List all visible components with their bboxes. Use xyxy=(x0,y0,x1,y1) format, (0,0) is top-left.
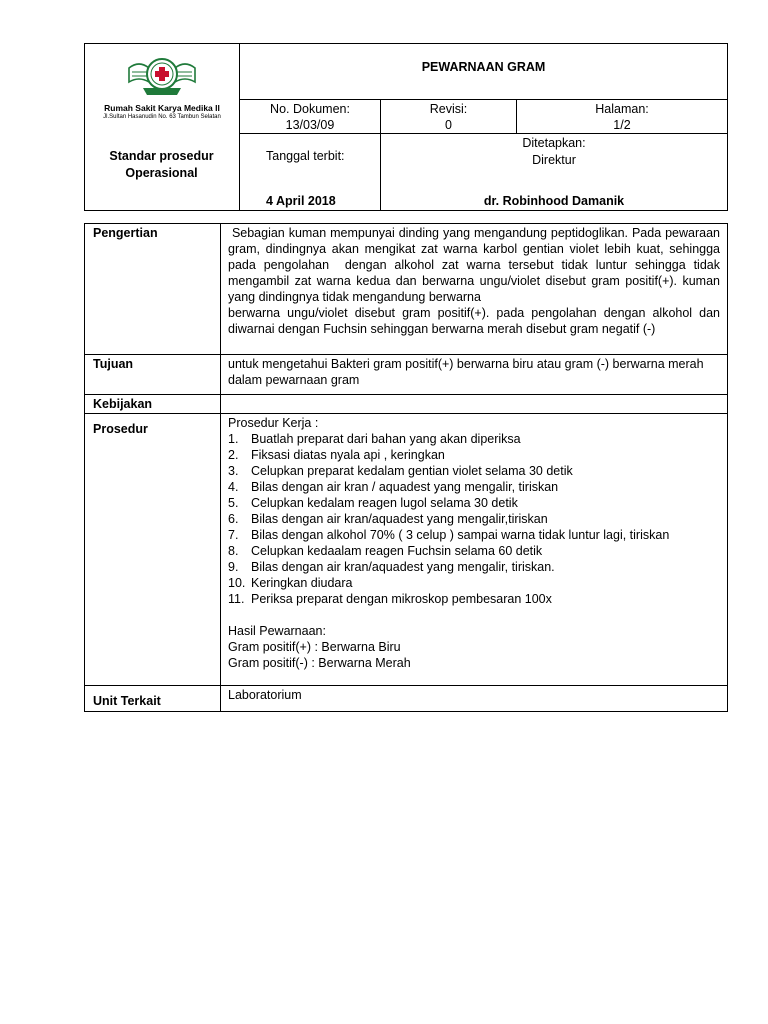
procedure-step-number: 11. xyxy=(228,592,245,606)
document-title-cell xyxy=(240,44,728,100)
procedure-step xyxy=(228,575,720,591)
doc-number-cell xyxy=(240,100,381,134)
section-unit-terkait xyxy=(85,686,728,712)
page-number-cell xyxy=(517,100,728,134)
sop-label: Standar prosedur Operasional xyxy=(85,148,238,182)
approver-title: Direktur xyxy=(532,153,576,167)
hasil-positive: Gram positif(+) : Berwarna Biru xyxy=(228,640,401,654)
procedure-step-number: 3. xyxy=(228,464,239,478)
tujuan-label: Tujuan xyxy=(85,355,221,395)
hasil-negative: Gram positif(-) : Berwarna Merah xyxy=(228,656,411,670)
hospital-logo-icon xyxy=(125,52,199,98)
unit-label: Unit Terkait xyxy=(85,686,221,712)
kebijakan-text xyxy=(221,395,728,414)
procedure-step xyxy=(228,431,720,447)
procedure-step xyxy=(228,527,720,543)
issue-date-value: 4 April 2018 xyxy=(266,194,336,208)
procedure-step-text: Bilas dengan air kran/aquadest yang mengalir, tiriskan. xyxy=(251,560,555,574)
procedure-step-number: 5. xyxy=(228,496,239,510)
procedure-steps xyxy=(228,431,720,607)
procedure-step-number: 10. xyxy=(228,576,246,590)
procedure-step-number: 1. xyxy=(228,432,239,446)
section-kebijakan xyxy=(85,395,728,414)
procedure-step-text: Bilas dengan air kran/aquadest yang mengalir,tiriskan xyxy=(251,512,548,526)
procedure-step-text: Buatlah preparat dari bahan yang akan diperiksa xyxy=(251,432,521,446)
procedure-step-text: Bilas dengan alkohol 70% ( 3 celup ) sampai warna tidak luntur lagi, tiriskan xyxy=(251,528,670,542)
revision-label: Revisi: xyxy=(429,102,468,116)
document-title: PEWARNAAN GRAM xyxy=(421,60,546,74)
page-number-value: 1/2 xyxy=(613,118,631,132)
procedure-step-text: Celupkan kedalam reagen lugol selama 30 detik xyxy=(251,496,518,510)
hospital-name: Rumah Sakit Karya Medika II xyxy=(104,103,220,113)
procedure-step-number: 4. xyxy=(228,480,239,494)
procedure-step xyxy=(228,479,720,495)
document-header xyxy=(84,43,728,211)
approver-name: dr. Robinhood Damanik xyxy=(483,194,625,208)
procedure-step xyxy=(228,591,720,607)
doc-number-value: 13/03/09 xyxy=(285,118,335,132)
prosedur-body xyxy=(221,414,728,686)
issue-date-label: Tanggal terbit: xyxy=(266,149,345,163)
approval-cell xyxy=(381,134,728,211)
approved-label: Ditetapkan: xyxy=(522,136,586,150)
procedure-step-text: Celupkan preparat kedalam gentian violet selama 30 detik xyxy=(251,464,573,478)
tujuan-text: untuk mengetahui Bakteri gram positif(+) berwarna biru atau gram (-) berwarna merah dalam pewarnaan gram xyxy=(221,355,728,395)
procedure-step-number: 8. xyxy=(228,544,239,558)
procedure-step-number: 7. xyxy=(228,528,239,542)
kebijakan-label: Kebijakan xyxy=(85,395,221,414)
issue-date-cell xyxy=(240,134,381,211)
procedure-step-text: Bilas dengan air kran / aquadest yang mengalir, tiriskan xyxy=(251,480,559,494)
procedure-step xyxy=(228,543,720,559)
revision-cell xyxy=(381,100,517,134)
pengertian-label: Pengertian xyxy=(85,224,221,355)
doc-number-label: No. Dokumen: xyxy=(270,102,350,116)
procedure-step-number: 6. xyxy=(228,512,239,526)
hospital-identity xyxy=(85,44,240,211)
procedure-step-text: Fiksasi diatas nyala api , keringkan xyxy=(251,448,445,462)
revision-value: 0 xyxy=(445,118,452,132)
pengertian-text: Sebagian kuman mempunyai dinding yang mengandung peptidoglikan. Pada pewaraan gram, dindingnya akan mengikat zat warna karbol gentian violet lebih kuat, sehingga pada pengolahan dengan alkohol zat warna tersebut tidak luntur sehingga tidak mengambil zat warna kedua dan berwarna ungu/violet disebut gram positif(+). kuman yang dindingnya tidak mengandung berwarna berwarna ungu/violet disebut gram positif(+). pada pengolahan dengan alkohol dan diwarnai dengan Fuchsin sehinggan berwarna merah disebut gram negatif (-) xyxy=(221,224,728,355)
sop-content-table xyxy=(84,223,728,712)
procedure-step xyxy=(228,495,720,511)
procedure-step-text: Keringkan diudara xyxy=(251,576,353,590)
section-pengertian xyxy=(85,224,728,355)
procedure-step xyxy=(228,447,720,463)
procedure-step-text: Periksa preparat dengan mikroskop pembesaran 100x xyxy=(251,592,552,606)
hospital-address: Jl.Sultan Hasanudin No. 63 Tambun Selatan xyxy=(103,114,221,120)
prosedur-label: Prosedur xyxy=(85,414,221,686)
procedure-step-number: 9. xyxy=(228,560,239,574)
procedure-step-number: 2. xyxy=(228,448,239,462)
unit-text: Laboratorium xyxy=(221,686,728,712)
section-prosedur xyxy=(85,414,728,686)
prosedur-heading: Prosedur Kerja : xyxy=(228,416,319,430)
procedure-step-text: Celupkan kedaalam reagen Fuchsin selama 60 detik xyxy=(251,544,543,558)
section-tujuan xyxy=(85,355,728,395)
procedure-step xyxy=(228,559,720,575)
procedure-step xyxy=(228,463,720,479)
procedure-step xyxy=(228,511,720,527)
hasil-heading: Hasil Pewarnaan: xyxy=(228,624,326,638)
page-number-label: Halaman: xyxy=(595,102,649,116)
